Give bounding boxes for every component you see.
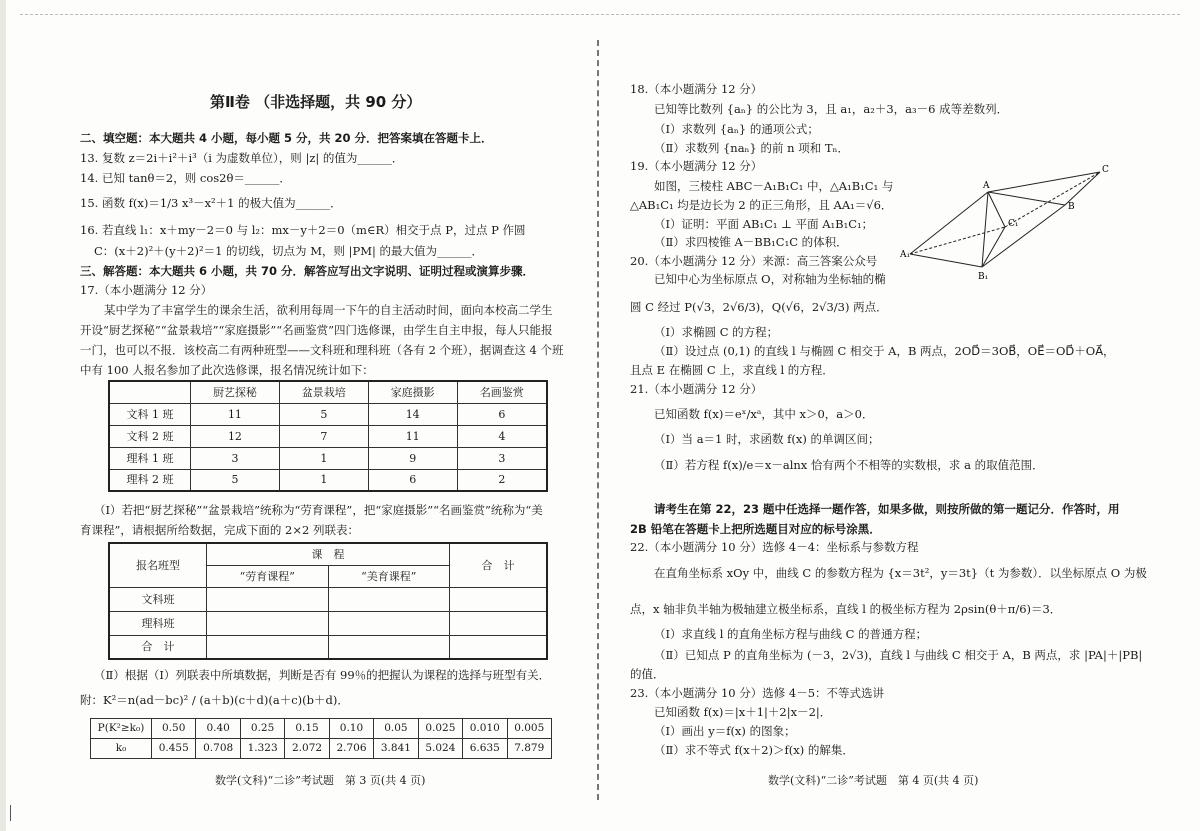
contingency-table xyxy=(108,542,548,660)
table-row xyxy=(109,425,547,447)
table-row xyxy=(91,719,552,739)
question-23-part-2: （Ⅱ）求不等式 f(x＋2)＞f(x) 的解集． xyxy=(654,743,854,757)
blank-cell xyxy=(450,611,548,635)
table-cell: 12 xyxy=(191,425,280,447)
table-cell: 1 xyxy=(279,469,368,491)
table-cell: 9 xyxy=(368,447,457,469)
question-23-text: 已知函数 f(x)＝|x＋1|＋2|x－2|． xyxy=(654,705,832,719)
table-cell xyxy=(109,381,191,403)
table-row xyxy=(109,587,547,611)
table-cell: 合 计 xyxy=(109,635,207,659)
table-cell: 4 xyxy=(457,425,547,447)
table-header: “劳育课程” xyxy=(207,565,329,587)
table-cell: 文科 2 班 xyxy=(109,425,191,447)
table-cell: 文科班 xyxy=(109,587,207,611)
table-header: 盆景栽培 xyxy=(279,381,368,403)
question-18-part-1: （Ⅰ）求数列 {aₙ} 的通项公式； xyxy=(654,122,819,136)
question-19-part-2: （Ⅱ）求四棱锥 A－BB₁C₁C 的体积． xyxy=(654,235,848,249)
table-cell: 0.708 xyxy=(196,739,240,759)
question-20-header: 20.（本小题满分 12 分）来源：高三答案公众号 xyxy=(630,254,878,268)
question-19-part-1: （Ⅰ）证明：平面 AB₁C₁ ⊥ 平面 A₁B₁C₁； xyxy=(654,217,874,231)
scan-edge xyxy=(0,0,6,831)
question-17-line-2: 开设“厨艺探秘”“盆景栽培”“家庭摄影”“名画鉴赏”四门选修课，由学生自主申报，每人只能报 xyxy=(80,323,553,337)
question-22-part-2-cont: 的值． xyxy=(630,667,665,681)
question-21-part-2: （Ⅱ）若方程 f(x)/e＝x－alnx 恰有两个不相等的实数根，求 a 的取值范围． xyxy=(654,458,1044,472)
question-17-line-1: 某中学为了丰富学生的课余生活，欲利用每周一下午的自主活动时间，面向本校高二学生 xyxy=(104,303,553,317)
question-20-line-1: 已知中心为坐标原点 O，对称轴为坐标轴的椭 xyxy=(654,272,886,286)
kk-formula: 附：K²＝n(ad－bc)² / (a＋b)(c＋d)(a＋c)(b＋d)． xyxy=(80,693,349,707)
table-cell: 0.005 xyxy=(507,719,552,739)
top-dashed-line xyxy=(20,14,1180,15)
choice-instruction-2: 2B 铅笔在答题卡上把所选题目对应的标号涂黑． xyxy=(630,522,881,536)
question-18-part-2: （Ⅱ）求数列 {naₙ} 的前 n 项和 Tₙ． xyxy=(654,141,850,155)
label-a1: A₁ xyxy=(900,250,911,260)
question-20-line-2: 圆 C 经过 P(√3，2√6/3)，Q(√6，2√3/3) 两点． xyxy=(630,300,888,314)
edge-a-b1 xyxy=(982,192,988,267)
question-18-header: 18.（本小题满分 12 分） xyxy=(630,82,763,96)
table-row xyxy=(91,739,552,759)
part-1-line-1: （Ⅰ）若把“厨艺探秘”“盆景栽培”统称为“劳育课程”，把“家庭摄影”“名画鉴赏”统称为“美 xyxy=(94,503,543,517)
table-cell: 0.40 xyxy=(196,719,240,739)
critical-value-table xyxy=(90,718,552,759)
table-cell: 3 xyxy=(457,447,547,469)
table-cell: 0.10 xyxy=(329,719,373,739)
label-c1: C₁ xyxy=(1008,219,1019,229)
question-18-text: 已知等比数列 {aₙ} 的公比为 3，且 a₁，a₂＋3，a₃－6 成等差数列． xyxy=(654,102,1009,116)
table-cell: 5 xyxy=(279,403,368,425)
blank-cell xyxy=(450,587,548,611)
label-c: C xyxy=(1102,165,1109,175)
answer-heading: 三、解答题：本大题共 6 小题，共 70 分．解答应写出文字说明、证明过程或演算步骤． xyxy=(80,264,535,278)
choice-instruction-1: 请考生在第 22，23 题中任选择一题作答，如果多做，则按所做的第一题记分．作答时，用 xyxy=(654,502,1120,516)
question-21-header: 21.（本小题满分 12 分） xyxy=(630,382,763,396)
table-row xyxy=(109,447,547,469)
part-2-line: （Ⅱ）根据（Ⅰ）列联表中所填数据，判断是否有 99％的把握认为课程的选择与班型有关． xyxy=(94,668,551,682)
table-row xyxy=(109,469,547,491)
question-13: 13. 复数 z＝2i＋i²＋i³（i 为虚数单位），则 |z| 的值为______． xyxy=(80,151,404,165)
table-cell: 11 xyxy=(191,403,280,425)
table-cell: 7 xyxy=(279,425,368,447)
question-21-part-1: （Ⅰ）当 a＝1 时，求函数 f(x) 的单调区间； xyxy=(654,432,880,446)
table-cell: 11 xyxy=(368,425,457,447)
blank-cell xyxy=(207,611,329,635)
question-16-line-1: 16. 若直线 l₁：x＋my－2＝0 与 l₂：mx－y＋2＝0（m∈R）相交于点 P，过点 P 作圆 xyxy=(80,223,526,237)
table-header: 课 程 xyxy=(207,543,450,565)
table-cell: 5 xyxy=(191,469,280,491)
table-header: “美育课程” xyxy=(328,565,450,587)
table-cell: 5.024 xyxy=(418,739,462,759)
table-row xyxy=(109,611,547,635)
table-cell: 0.455 xyxy=(152,739,196,759)
table-row xyxy=(109,635,547,659)
question-22-part-1: （Ⅰ）求直线 l 的直角坐标方程与曲线 C 的普通方程； xyxy=(654,627,928,641)
table-cell: 0.15 xyxy=(285,719,329,739)
table-cell: 理科 1 班 xyxy=(109,447,191,469)
part-1-line-2: 育课程”，请根据所给数据，完成下面的 2×2 列联表： xyxy=(80,523,359,537)
table-header: P(K²≥k₀) xyxy=(91,719,152,739)
table-row xyxy=(109,543,547,565)
fill-blank-heading: 二、填空题：本大题共 4 小题，每小题 5 分，共 20 分．把答案填在答题卡上． xyxy=(80,131,493,145)
label-a: A xyxy=(983,181,990,191)
edge-a-c1 xyxy=(988,192,1005,227)
table-cell: 3.841 xyxy=(374,739,418,759)
question-16-line-2: C：(x＋2)²＋(y＋2)²＝1 的切线，切点为 M，则 |PM| 的最大值为______． xyxy=(94,244,484,258)
corner-mark xyxy=(10,805,25,821)
table-header: k₀ xyxy=(91,739,152,759)
table-cell: 0.025 xyxy=(418,719,462,739)
table-cell: 2 xyxy=(457,469,547,491)
question-21-text: 已知函数 f(x)＝eˣ/xᵃ，其中 x＞0，a＞0． xyxy=(654,407,874,421)
table-cell: 6 xyxy=(457,403,547,425)
table-cell: 理科 2 班 xyxy=(109,469,191,491)
table-header: 报名班型 xyxy=(109,543,207,587)
table-cell: 7.879 xyxy=(507,739,552,759)
edge-b1-b xyxy=(982,205,1065,267)
question-20-part-1: （Ⅰ）求椭圆 C 的方程； xyxy=(654,325,779,339)
left-footer: 数学(文科)“二诊”考试题 第 3 页(共 4 页) xyxy=(215,774,426,787)
question-17-line-3: 一门，也可以不报．该校高二有两种班型——文科班和理科班（各有 2 个班），据调查这 4 个班 xyxy=(80,343,564,357)
page-divider xyxy=(597,40,599,800)
blank-cell xyxy=(328,611,450,635)
blank-cell xyxy=(328,635,450,659)
label-b1: B₁ xyxy=(978,272,989,282)
question-20-part-2-cont: 且点 E 在椭圆 C 上，求直线 l 的方程． xyxy=(630,363,834,377)
blank-cell xyxy=(450,635,548,659)
edge-c1-b1 xyxy=(982,227,1005,267)
table-cell: 6 xyxy=(368,469,457,491)
blank-cell xyxy=(207,635,329,659)
table-header: 名画鉴赏 xyxy=(457,381,547,403)
edge-a1-c1 xyxy=(910,227,1005,254)
question-23-header: 23.（本小题满分 10 分）选修 4－5：不等式选讲 xyxy=(630,686,885,700)
table-cell: 0.25 xyxy=(240,719,284,739)
table-header: 家庭摄影 xyxy=(368,381,457,403)
question-17-header: 17.（本小题满分 12 分） xyxy=(80,283,213,297)
table-cell: 文科 1 班 xyxy=(109,403,191,425)
question-23-part-1: （Ⅰ）画出 y＝f(x) 的图象； xyxy=(654,724,796,738)
blank-cell xyxy=(207,587,329,611)
table-cell: 0.010 xyxy=(463,719,507,739)
question-15: 15. 函数 f(x)＝1/3 x³－x²＋1 的极大值为______． xyxy=(80,196,342,210)
table-cell: 2.706 xyxy=(329,739,373,759)
label-b: B xyxy=(1068,202,1075,212)
question-22-line-1: 在直角坐标系 xOy 中，曲线 C 的参数方程为 {x＝3t²，y＝3t}（t 为参数）．以坐标原点 O 为极 xyxy=(654,566,1147,580)
table-cell: 1.323 xyxy=(240,739,284,759)
section-title: 第Ⅱ卷 （非选择题，共 90 分） xyxy=(210,93,422,111)
table-cell: 2.072 xyxy=(285,739,329,759)
question-17-line-4: 中有 100 人报名参加了此次选修课，报名情况统计如下： xyxy=(80,363,374,377)
table-cell: 理科班 xyxy=(109,611,207,635)
question-22-part-2: （Ⅱ）已知点 P 的直角坐标为 (－3，2√3)，直线 l 与曲线 C 相交于 A，B 两点，求 |PA|＋|PB| xyxy=(654,648,1143,662)
question-14: 14. 已知 tanθ＝2，则 cos2θ＝______． xyxy=(80,171,291,185)
question-19-line-1: 如图，三棱柱 ABC－A₁B₁C₁ 中，△A₁B₁C₁ 与 xyxy=(654,179,894,193)
question-20-part-2: （Ⅱ）设过点 (0,1) 的直线 l 与椭圆 C 相交于 A，B 两点，2OD⃗＝3OB⃗，OE⃗＝OD⃗＋OA⃗， xyxy=(654,344,1115,358)
table-row xyxy=(109,403,547,425)
table-header: 合 计 xyxy=(450,543,548,587)
question-22-line-2: 点，x 轴非负半轴为极轴建立极坐标系，直线 l 的极坐标方程为 2ρsin(θ＋π/6)＝3． xyxy=(630,602,1062,616)
table-cell: 0.05 xyxy=(374,719,418,739)
question-19-header: 19.（本小题满分 12 分） xyxy=(630,159,763,173)
table-cell: 0.50 xyxy=(152,719,196,739)
edge-a1-a xyxy=(910,192,988,254)
blank-cell xyxy=(328,587,450,611)
table-row xyxy=(109,381,547,403)
table-cell: 1 xyxy=(279,447,368,469)
question-19-line-2: △AB₁C₁ 均是边长为 2 的正三角形，且 AA₁＝√6． xyxy=(630,198,893,212)
table-cell: 14 xyxy=(368,403,457,425)
right-footer: 数学(文科)“二诊”考试题 第 4 页(共 4 页) xyxy=(768,774,979,787)
edge-a1-b1 xyxy=(910,254,982,267)
table-cell: 3 xyxy=(191,447,280,469)
table-header: 厨艺探秘 xyxy=(191,381,280,403)
prism-figure xyxy=(900,162,1120,282)
table-cell: 6.635 xyxy=(463,739,507,759)
registration-table xyxy=(108,380,548,492)
question-22-header: 22.（本小题满分 10 分）选修 4－4：坐标系与参数方程 xyxy=(630,540,919,554)
